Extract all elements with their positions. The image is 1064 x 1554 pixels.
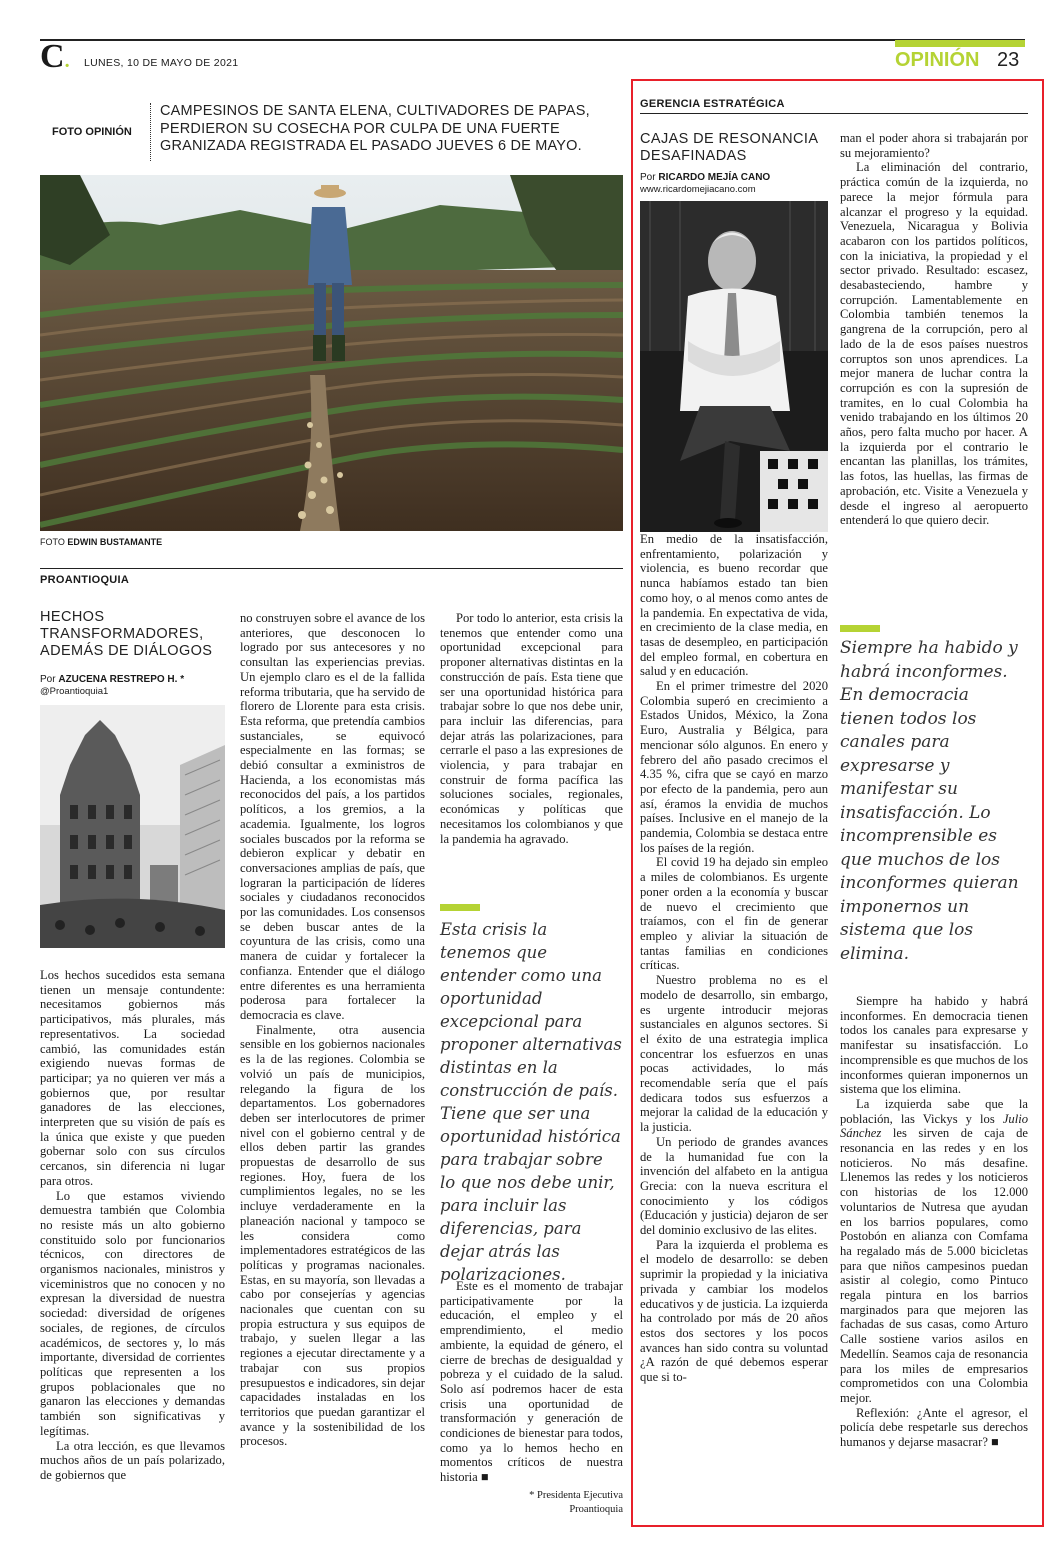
- page-number: 23: [997, 49, 1020, 71]
- author-portrait-photo: [640, 201, 828, 532]
- proantioquia-column-1: Los hechos sucedidos esta semana tienen un mensaje contundente: necesitamos gobiernos más participativos, más plurales, más representativos. La sociedad cambió, las comunidades están exigiendo nuevas formas de participar; ya no quieren ver más a gobiernos que, por resultar ganadores de las elecciones, interpreten que su visión de país es la única que existe y que pueden gobernar solo con sus círculos cercanos, sin diferencia ni lugar para otros. Lo que estamos viviendo demuestra también que Colombia no resiste más un alto gobierno constituido solo por funcionarios técnicos, con directores de organismos nacionales, ministros y viceministros que no conocen y no expresan la diversidad de nuestra sociedad: diversidad de orígenes sociales, de regiones, de círculos académicos, de sectores y, lo más importante, diversidad de corrientes políticas que representen a los grupos poblacionales que no ganaron las elecciones y demandas también son significativas y legítimas. La otra lección, es que llevamos muchos años de un país polarizado, de gobiernos que: [40, 968, 225, 1482]
- proantioquia-rule: [40, 568, 623, 569]
- potato-field-photo: [40, 175, 623, 531]
- medellin-building-photo: [40, 705, 225, 948]
- gerencia-pullquote: Siempre ha habido y habrá inconformes. En democracia tienen todos los canales para expresarse y manifestar su insatisfacción. Lo incomprensible es que muchos de los inconformes quieran imponernos un sistema que los elimina.: [840, 638, 1019, 964]
- pullquote-accent: [440, 904, 480, 911]
- proantioquia-column-2: no construyen sobre el avance de los anteriores, que desconocen lo logrado por sus antecesores y no consultan las experiencias previas. Un ejemplo claro es el de la fallida reforma tributaria, que ha servido de florero de Llorente para esta crisis. Esta reforma, que pretendía cambios sustanciales, se equivocó especialmente en las formas; se debió consultar a exministros de Hacienda, a los economistas más reconocidos del país, a los partidos políticos, a los gremios, a la academia. Igualmente, los logros sociales buscados por la reforma se debieron explicar y debatir en conversaciones amplias de país, que lograran la participación de líderes sociales y ciudadanos reconocidos por las comunidades. Los consensos se deben buscar antes de la coyuntura de las crisis, como una manera de cuidar y fortalecer la confianza. Entender que el diálogo entre diferentes es una herramienta poderosa para fortalecer la democracia es clave. Finalmente, otra ausencia sensible en los gobiernos nacionales es la de las regiones. Colombia se volvió un país de municipios, relegando la figura de los departamentos. Los gobernadores deben ser interlocutores de primer nivel con el gobierno central y de ellos deben partir las grandes propuestas de desarrollo de sus regiones. Hoy, fuera de los cumplimientos legales, no se les incluye verdaderamente en la planeación nacional y tampoco se les considera como implementadores estratégicos de las políticas y programas nacionales. Estas, en su mayoría, son llevadas a cabo por consejerías y agencias nacionales que cuentan con su propia estructura y sus equipos de trabajo, y suelen llegar a las regiones a ejecutar directamente y a trabajar con sus propios presupuestos e indicadores, sin dejar capacidades instaladas en los territorios que puedan garantizar el avance y la sostenibilidad de los procesos.: [240, 611, 425, 1449]
- header-rule: [40, 39, 1025, 41]
- gerencia-column-2-end: Siempre ha habido y habrá inconformes. En democracia tienen todos los canales para expresarse y manifestar su insatisfacción. Lo incomprensible es que muchos de los inconformes quieran imponernos un sistema que los elimina. La izquierda sabe que la población, las Vickys y los Julio Sánchez les sirven de caja de resonancia en las redes y en los noticieros. No más desafine. Llenemos las redes y los noticieros con historias de los 12.000 voluntarios de Nutresa que ayudan en los barrios populares, como Postobón en alianza con Comfama ha regalado más de 5.000 bicicletas para que niños campesinos puedan asistir al colegio, como Pintuco regala pintura en los barrios marginados para que mejoren las fachadas de sus casas, como Arturo Calle sostiene varios asilos en Medellín. Seamos caja de resonancia para los miles de empresarios comprometidos con una Colombia mejor. Reflexión: ¿Ante el agresor, el policía debe respetarle sus derechos humanos y dejarse masacrar? ■: [840, 994, 1028, 1450]
- newspaper-logo: C.: [40, 38, 70, 75]
- foto-opinion-label: FOTO OPINIÓN: [52, 126, 132, 138]
- foto-opinion-caption: CAMPESINOS DE SANTA ELENA, CULTIVADORES DE PAPAS, PERDIERON SU COSECHA POR CULPA DE UNA FUERTE GRANIZADA REGISTRADA EL PASADO JUEVES 6 DE MAYO.: [160, 103, 590, 154]
- proantioquia-section: PROANTIOQUIA: [40, 574, 130, 586]
- issue-date: LUNES, 10 DE MAYO DE 2021: [84, 57, 239, 69]
- gerencia-byline: Por RICARDO MEJÍA CANO: [640, 172, 771, 183]
- gerencia-section: GERENCIA ESTRATÉGICA: [640, 98, 785, 110]
- gerencia-pullquote-accent: [840, 625, 880, 632]
- gerencia-column-1: En medio de la insatisfacción, enfrentamiento, polarización y violencia, es bueno recordar que nunca habíamos estado tan bien como hoy, o al menos como antes de la pandemia. En expectativa de vida, en crecimiento de la clase media, en tasas de desempleo, en participación del empleo formal, en cobertura en salud y en educación. En el primer trimestre del 2020 Colombia superó en crecimiento a Estados Unidos, México, la Zona Euro, Australia y Bélgica, para mencionar sólo algunos. En enero y febrero del año pasado crecimos el 4.35 %, cifra que se cayó en marzo por efecto de la pandemia, pero aun así, éramos la envidia de muchos países. Inclusive en el manejo de la pandemia, Colombia se destaca entre los países de la región. El covid 19 ha dejado sin empleo a miles de colombianos. Es urgente poner orden a la economía y buscar de nuevo el crecimiento que traíamos, con el fin de generar empleo y aliviar la situación de tantas familias en condiciones críticas. Nuestro problema no es el modelo de desarrollo, sin embargo, es urgente introducir mejoras sustanciales en algunos sectores. Si el éxito de una estrategia implica concentrar los esfuerzos en unas pocas actividades, lo más recomendable sería que el país dedicara todos sus esfuerzos a mejorar la calidad de la educación y la justicia. Un periodo de grandes avances de la humanidad fue con la invención del alfabeto en la antigua Grecia: con la nueva escritura el conocimiento y los códigos (Educación y justicia) dejaron de ser del dominio exclusivo de las elites. Para la izquierda el problema es el modelo de desarrollo: se deben suprimir la propiedad y la iniciativa privada y cambiar los modelos educativos y de justicia. La izquierda ha controlado por más de 20 años estos dos sectores y los pocos avances han sido contra su voluntad ¿A razón de qué debemos esperar que si to-: [640, 532, 828, 1385]
- author-footnote: * Presidenta Ejecutiva Proantioquia: [529, 1490, 623, 1515]
- proantioquia-title: HECHOS TRANSFORMADORES, ADEMÁS DE DIÁLOGOS: [40, 609, 213, 659]
- proantioquia-byline: Por AZUCENA RESTREPO H. *: [40, 674, 185, 685]
- gerencia-title: CAJAS DE RESONANCIA DESAFINADAS: [640, 131, 818, 164]
- proantioquia-column-3-end: Este es el momento de trabajar participativamente por la educación, el empleo y el emprendimiento, el medio ambiente, la equidad de género, el cierre de brechas de desigualdad y pobreza y el cuidado de la salud. Solo así podremos hacer de esta crisis una oportunidad de transformación y generación de condiciones de bienestar para todos, como ya lo hemos hecho en momentos críticos de nuestra historia ■: [440, 1279, 623, 1485]
- proantioquia-handle: @Proantioquia1: [40, 686, 109, 697]
- caption-divider: [150, 103, 151, 161]
- proantioquia-column-3: Por todo lo anterior, esta crisis la tenemos que entender como una oportunidad excepcional para proponer alternativas distintas en la construcción de país. Esta tiene que ser una oportunidad histórica para trabajar sobre lo que nos debe unir, para incluir las diferencias, para dejar atrás las polarizaciones, para cerrarle el paso a las expresiones de violencia, y para trabajar en construir de forma pacífica las soluciones sociales, regionales, económicas y políticas que necesitamos los colombianos y que la pandemia ha agravado.: [440, 611, 623, 846]
- section-accent-bar: [895, 40, 1025, 47]
- proantioquia-pullquote: Esta crisis la tenemos que entender como una oportunidad excepcional para proponer alternativas distintas en la construcción de país. Tiene que ser una oportunidad histórica para trabajar sobre lo que nos debe unir, para incluir las diferencias, para dejar atrás las polarizaciones.: [440, 920, 622, 1284]
- photo-credit: FOTO EDWIN BUSTAMANTE: [40, 537, 163, 547]
- gerencia-rule: [640, 113, 1028, 114]
- gerencia-website: www.ricardomejiacano.com: [640, 184, 756, 195]
- section-name: OPINIÓN: [895, 49, 980, 71]
- gerencia-column-2: man el poder ahora si trabajarán por su mejoramiento? La eliminación del contrario, práctica común de la izquierda, no parece la mejor fórmula para alcanzar el progreso y la equidad. Venezuela, Nicaragua y Bolivia acabaron con los partidos políticos, con la iniciativa, la propiedad y el sector privado. Resultado: escasez, desabasteciendo, hambre y corrupción. Lamentablemente en Colombia también tenemos la gangrena de la corrupción, pero al lado de la de esos países nuestros corruptos son unos aprendices. La mejor manera de luchar contra la corrupción es con la supresión de tramites, en lo cual Colombia ha venido trabajando en los últimos 20 años, pero falta mucho por hacer. A la izquierda por el contrario le encantan las planillas, los trámites, las fotos, las huellas, las firmas de aprobación, etc. Visite a Venezuela y desde el ingreso al aeropuerto entenderá lo que quiero decir.: [840, 131, 1028, 528]
